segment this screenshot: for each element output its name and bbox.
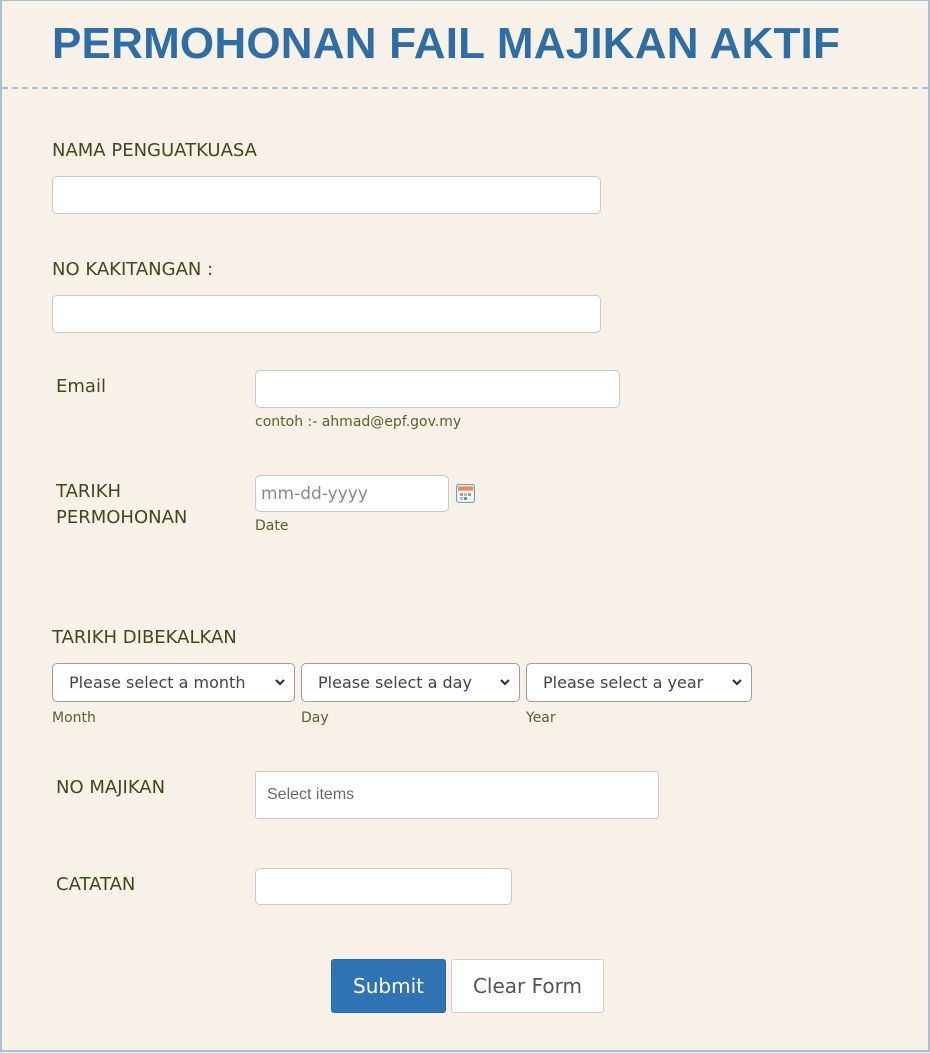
month-select-value: Please select a month	[69, 673, 246, 692]
submit-button[interactable]: Submit	[331, 959, 446, 1013]
tarikh-permohonan-label-line2: PERMOHONAN	[56, 507, 188, 528]
email-input[interactable]	[255, 370, 620, 408]
tarikh-dibekalkan-label: TARIKH DIBEKALKAN	[52, 627, 237, 648]
day-select[interactable]	[301, 663, 520, 702]
year-select-value: Please select a year	[543, 673, 704, 692]
year-sublabel: Year	[526, 710, 556, 726]
form-header	[2, 1, 928, 89]
no-kakitangan-input[interactable]	[52, 295, 601, 333]
calendar-icon[interactable]	[456, 484, 475, 503]
tarikh-permohonan-sublabel: Date	[255, 518, 289, 534]
nama-penguatkuasa-label: NAMA PENGUATKUASA	[52, 140, 257, 161]
tarikh-permohonan-input[interactable]	[255, 475, 449, 512]
no-majikan-multiselect[interactable]	[255, 771, 659, 819]
email-label: Email	[56, 376, 106, 397]
catatan-label: CATATAN	[56, 874, 136, 895]
chevron-down-icon	[274, 676, 286, 688]
month-sublabel: Month	[52, 710, 96, 726]
month-select[interactable]	[52, 663, 295, 702]
clear-form-button[interactable]: Clear Form	[451, 959, 604, 1013]
day-select-value: Please select a day	[318, 673, 472, 692]
nama-penguatkuasa-input[interactable]	[52, 176, 601, 214]
year-select[interactable]	[526, 663, 752, 702]
email-hint: contoh :- ahmad@epf.gov.my	[255, 414, 462, 430]
day-sublabel: Day	[301, 710, 329, 726]
chevron-down-icon	[731, 676, 743, 688]
tarikh-permohonan-label-line1: TARIKH	[56, 481, 122, 502]
no-majikan-label: NO MAJIKAN	[56, 777, 166, 798]
no-majikan-placeholder: Select items	[267, 786, 355, 803]
page-title: PERMOHONAN FAIL MAJIKAN AKTIF	[52, 19, 841, 68]
no-kakitangan-label: NO KAKITANGAN :	[52, 259, 214, 280]
chevron-down-icon	[499, 676, 511, 688]
catatan-input[interactable]	[255, 868, 512, 905]
